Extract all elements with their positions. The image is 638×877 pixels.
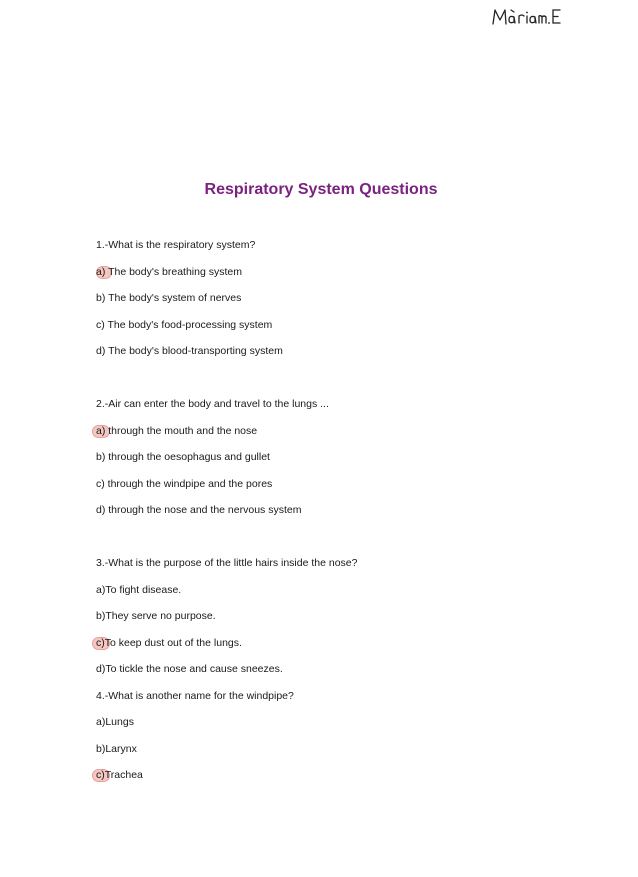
question-4-option-b: b)Larynx bbox=[96, 743, 137, 755]
question-2-option-c: c) through the windpipe and the pores bbox=[96, 478, 273, 490]
handwritten-signature bbox=[490, 4, 570, 28]
question-2-option-a: a) through the mouth and the nose bbox=[96, 425, 258, 437]
question-1: 1.-What is the respiratory system? bbox=[96, 239, 256, 251]
question-1-option-c: c) The body's food-processing system bbox=[96, 319, 273, 331]
question-2: 2.-Air can enter the body and travel to the lungs ... bbox=[96, 398, 329, 410]
question-3-option-c: c)To keep dust out of the lungs. bbox=[96, 637, 242, 649]
page-title: Respiratory System Questions bbox=[204, 181, 438, 198]
question-4-option-a: a)Lungs bbox=[96, 716, 134, 728]
question-3-option-a: a)To fight disease. bbox=[96, 584, 182, 596]
question-1-option-d: d) The body's blood-transporting system bbox=[96, 345, 283, 357]
question-2-option-b: b) through the oesophagus and gullet bbox=[96, 451, 270, 463]
question-1-option-b: b) The body's system of nerves bbox=[96, 292, 242, 304]
question-1-option-a: a) The body's breathing system bbox=[96, 266, 242, 278]
question-3: 3.-What is the purpose of the little hairs inside the nose? bbox=[96, 557, 358, 569]
question-4: 4.-What is another name for the windpipe? bbox=[96, 690, 294, 702]
question-3-option-b: b)They serve no purpose. bbox=[96, 610, 216, 622]
question-2-option-d: d) through the nose and the nervous system bbox=[96, 504, 302, 516]
question-4-option-c: c)Trachea bbox=[96, 769, 143, 781]
question-3-option-d: d)To tickle the nose and cause sneezes. bbox=[96, 663, 283, 675]
